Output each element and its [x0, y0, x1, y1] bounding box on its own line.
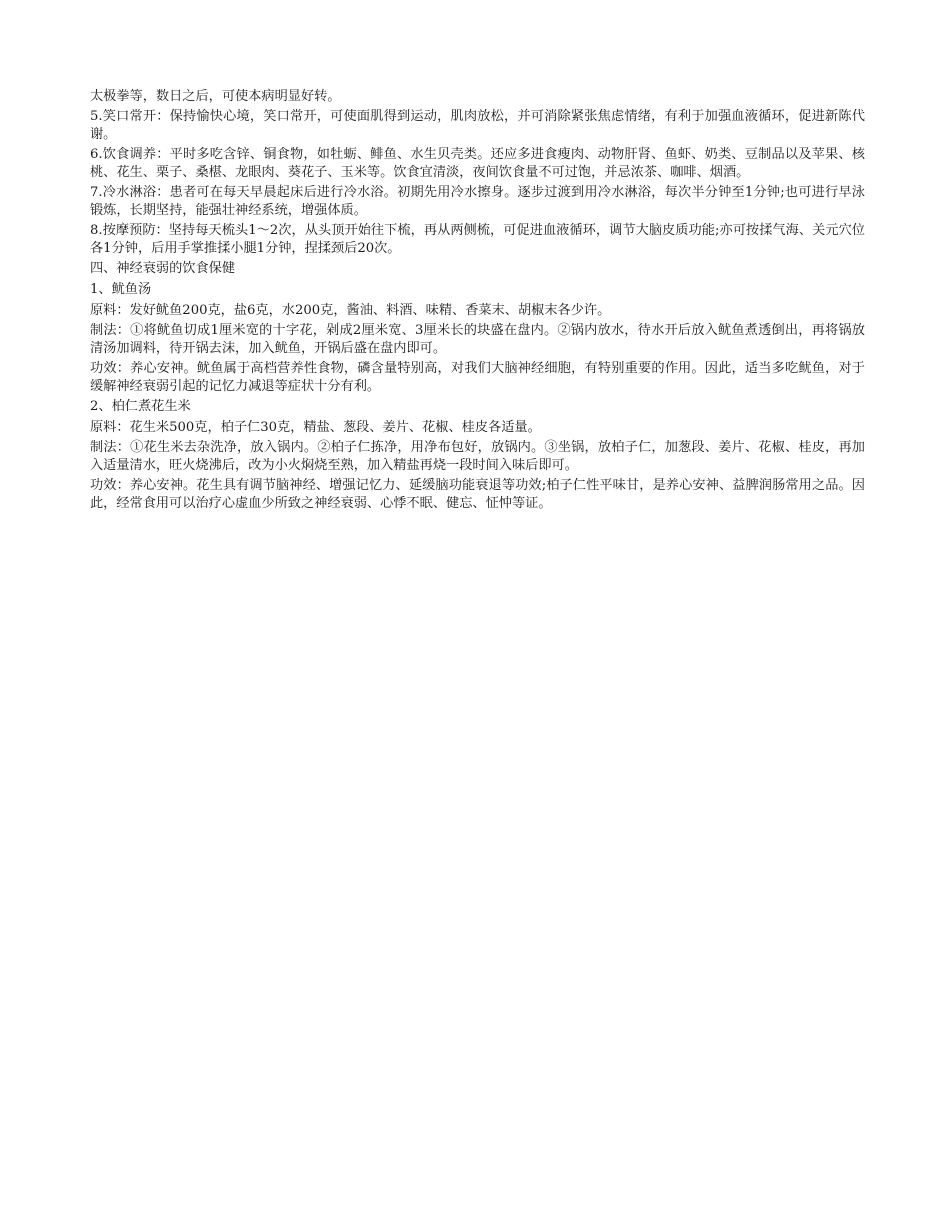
section-heading-diet-care: 四、神经衰弱的饮食保健 [90, 261, 236, 276]
recipe-effect-squid: 功效：养心安神。鱿鱼属于高档营养性食物，磷含量特别高，对我们大脑神经细胞，有特别重要的作用。因此，适当多吃鱿鱼，对于缓解神经衰弱引起的记忆力减退等症状十分有利。 [90, 361, 865, 394]
paragraph-smile: 5.笑口常开：保持愉快心境，笑口常开，可使面肌得到运动，肌肉放松，并可消除紧张焦虑情绪，有利于加强血液循环，促进新陈代谢。 [90, 109, 865, 142]
paragraph-cold-shower: 7.冷水淋浴：患者可在每天早晨起床后进行冷水浴。初期先用冷水擦身。逐步过渡到用冷水淋浴，每次半分钟至1分钟;也可进行早泳锻炼，长期坚持，能强壮神经系统，增强体质。 [90, 185, 865, 218]
recipe-effect-peanut: 功效：养心安神。花生具有调节脑神经、增强记忆力、延缓脑功能衰退等功效;柏子仁性平味甘，是养心安神、益脾润肠常用之品。因此，经常食用可以治疗心虚血少所致之神经衰弱、心悸不眠、健忘、怔忡等证。 [90, 478, 865, 511]
paragraph-diet: 6.饮食调养：平时多吃含锌、铜食物，如牡蛎、鲱鱼、水生贝壳类。还应多进食瘦肉、动物肝肾、鱼虾、奶类、豆制品以及苹果、核桃、花生、栗子、桑椹、龙眼肉、葵花子、玉米等。饮食宜清淡，夜间饮食量不可过饱，并忌浓茶、咖啡、烟酒。 [90, 147, 865, 180]
recipe-method-peanut: 制法：①花生米去杂洗净，放入锅内。②柏子仁拣净，用净布包好，放锅内。③坐锅，放柏子仁，加葱段、姜片、花椒、桂皮，再加入适量清水，旺火烧沸后，改为小火焖烧至熟，加入精盐再烧一段时间入味后即可。 [90, 440, 865, 473]
paragraph-taiji-continuation: 太极拳等，数日之后，可使本病明显好转。 [90, 89, 341, 104]
recipe-ingredients-squid: 原料：发好鱿鱼200克，盐6克，水200克，酱油、料酒、味精、香菜末、胡椒末各少许。 [90, 303, 611, 318]
document-page [90, 88, 865, 515]
paragraph-massage: 8.按摩预防：坚持每天梳头1～2次，从头顶开始往下梳，再从两侧梳，可促进血液循环，调节大脑皮质功能;亦可按揉气海、关元穴位各1分钟，后用手掌推揉小腿1分钟，捏揉颈后20次。 [90, 223, 865, 256]
recipe-ingredients-peanut: 原料：花生米500克，柏子仁30克，精盐、葱段、姜片、花椒、桂皮各适量。 [90, 420, 541, 435]
recipe-title-peanut: 2、柏仁煮花生米 [90, 399, 191, 414]
recipe-method-squid: 制法：①将鱿鱼切成1厘米宽的十字花，剁成2厘米宽、3厘米长的块盛在盘内。②锅内放水，待水开后放入鱿鱼煮透倒出，再将锅放清汤加调料，待开锅去沫，加入鱿鱼，开锅后盛在盘内即可。 [90, 323, 865, 356]
recipe-title-squid-soup: 1、鱿鱼汤 [90, 282, 152, 297]
